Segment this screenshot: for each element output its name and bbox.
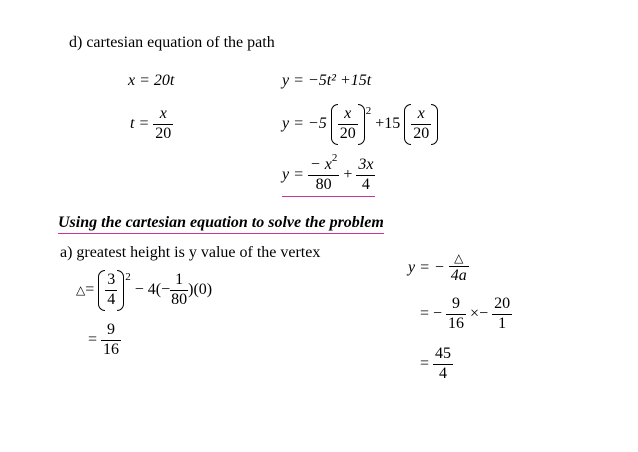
- vertex-delta-icon: △: [449, 252, 469, 267]
- delta-minus4: − 4(−: [134, 281, 171, 299]
- delta-eq-sign: =: [85, 281, 95, 299]
- vertex-y-fraction: [449, 252, 469, 284]
- vertex-y-substitution: [420, 296, 512, 333]
- y3-lhs: y =: [282, 166, 304, 184]
- delta-fraction-1-num: 3: [105, 272, 117, 291]
- y2-fraction-2: [411, 106, 431, 143]
- vertex-result-fraction: [433, 346, 453, 383]
- vertex-d3: 1: [498, 314, 507, 332]
- vertex-y-result: [420, 346, 453, 383]
- vertex-fraction-20-1: [492, 296, 512, 333]
- delta-fraction-2: [170, 272, 188, 309]
- y2-fraction-1: [338, 106, 358, 143]
- y2-prefix: y = −5: [282, 115, 327, 133]
- y2-fraction-1-den: 20: [339, 124, 356, 142]
- vertex-fraction-9-16: [446, 296, 466, 333]
- y3-fraction-1-den: 80: [315, 175, 332, 193]
- y2-fraction-1-num: x: [338, 106, 358, 125]
- y2-fraction-2-num: x: [411, 106, 431, 125]
- delta-tail: )(0): [188, 281, 213, 299]
- equation-y-quadratic-t: y = −5t² +15t: [282, 72, 372, 89]
- delta-result: [88, 322, 121, 359]
- heading-part-d: d) cartesian equation of the path: [69, 34, 275, 51]
- t-fraction-num: x: [153, 106, 173, 125]
- delta-result-den: 16: [103, 340, 120, 358]
- delta-exponent: 2: [125, 270, 131, 283]
- vertex-n4: 45: [433, 346, 453, 365]
- y3-fraction-1-num: [308, 152, 339, 176]
- vertex-eq2: = −: [420, 305, 443, 323]
- delta-fraction-2-num: 1: [170, 272, 188, 291]
- y2-paren-1: [331, 106, 365, 143]
- delta-paren: [98, 272, 124, 309]
- vertex-n3: 20: [492, 296, 512, 315]
- equation-x-20t: x = 20t: [128, 72, 175, 89]
- delta-result-eq: =: [88, 331, 98, 349]
- part-a-text: a) greatest height is y value of the vertex: [60, 244, 321, 261]
- section-title: Using the cartesian equation to solve the problem: [58, 214, 384, 234]
- vertex-d2: 16: [448, 314, 465, 332]
- vertex-y-den: 4a: [450, 266, 467, 284]
- y3-fraction-2: [356, 157, 375, 194]
- equation-t: [130, 106, 173, 143]
- delta-equation: [76, 272, 212, 309]
- vertex-y-formula: [408, 252, 469, 284]
- delta-fraction-1-den: 4: [107, 290, 116, 308]
- y3-exponent: 2: [331, 152, 338, 164]
- vertex-d4: 4: [439, 364, 448, 382]
- delta-fraction-2-den: 80: [171, 290, 188, 308]
- vertex-n2: 9: [446, 296, 466, 315]
- equation-y-substituted: [282, 106, 438, 143]
- delta-fraction-1: [105, 272, 117, 309]
- y2-fraction-2-den: 20: [413, 124, 430, 142]
- delta-icon: △: [76, 282, 86, 297]
- y3-fraction-2-den: 4: [361, 175, 370, 193]
- y2-paren-2: [404, 106, 438, 143]
- t-fraction-den: 20: [155, 124, 172, 142]
- y2-exponent: 2: [365, 104, 372, 117]
- t-lhs: t =: [130, 115, 150, 133]
- y3-num1-text: − x: [309, 156, 332, 173]
- vertex-y-lhs: y = −: [408, 259, 445, 277]
- delta-result-num: 9: [101, 322, 121, 341]
- y3-plus: +: [343, 166, 353, 184]
- delta-result-fraction: [101, 322, 121, 359]
- vertex-eq3: =: [420, 355, 430, 373]
- equation-y-cartesian: [282, 152, 375, 197]
- t-fraction: [153, 106, 173, 143]
- y3-fraction-2-num: 3x: [356, 157, 375, 176]
- vertex-times: ×−: [470, 305, 489, 323]
- y3-fraction-1: [308, 152, 339, 194]
- y2-plus15: +15: [375, 115, 401, 133]
